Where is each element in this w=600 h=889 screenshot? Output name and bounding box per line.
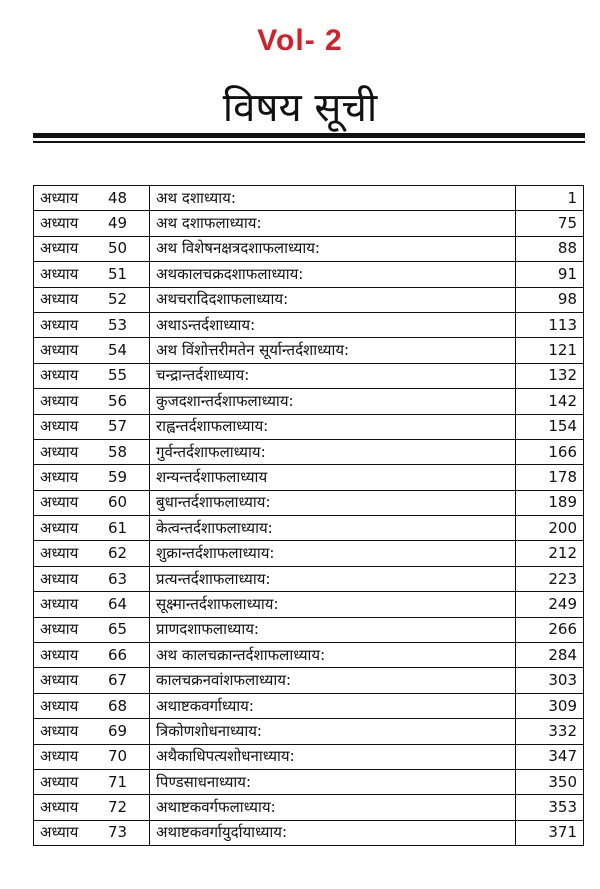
toc-row: [34, 541, 584, 566]
chapter-cell: [34, 186, 150, 211]
page-number: 142: [515, 389, 583, 414]
chapter-title: त्रिकोणशोधनाध्याय:: [150, 719, 516, 744]
toc-row: [34, 287, 584, 312]
chapter-cell: [34, 312, 150, 337]
chapter-cell: [34, 363, 150, 388]
chapter-number: 54: [108, 341, 128, 360]
chapter-word: अध्याय: [40, 442, 79, 461]
chapter-title: केत्वन्तर्दशाफलाध्याय:: [150, 516, 516, 541]
toc-row: [34, 389, 584, 414]
chapter-number: 64: [108, 594, 128, 613]
page-number: 98: [515, 287, 583, 312]
chapter-cell: [34, 262, 150, 287]
chapter-word: अध्याय: [40, 620, 79, 639]
toc-row: [34, 439, 584, 464]
chapter-word: अध्याय: [40, 239, 79, 258]
chapter-number: 53: [108, 315, 128, 334]
chapter-title: प्रत्यन्तर्दशाफलाध्याय:: [150, 566, 516, 591]
chapter-word: अध्याय: [40, 569, 79, 588]
chapter-title: कुजदशान्तर्दशाफलाध्याय:: [150, 389, 516, 414]
chapter-cell: [34, 592, 150, 617]
page-number: 284: [515, 643, 583, 668]
chapter-word: अध्याय: [40, 315, 79, 334]
page-number: 166: [515, 439, 583, 464]
chapter-cell: [34, 211, 150, 236]
chapter-cell: [34, 617, 150, 642]
chapter-number: 60: [108, 493, 128, 512]
chapter-title: गुर्वन्तर्दशाफलाध्याय:: [150, 439, 516, 464]
chapter-cell: [34, 338, 150, 363]
chapter-number: 49: [108, 214, 128, 233]
chapter-word: अध्याय: [40, 747, 79, 766]
page-number: 121: [515, 338, 583, 363]
toc-row: [34, 820, 584, 845]
chapter-number: 55: [108, 366, 128, 385]
chapter-word: अध्याय: [40, 467, 79, 486]
chapter-cell: [34, 566, 150, 591]
title-rule-thin: [33, 141, 585, 143]
title-rule-thick: [33, 133, 585, 138]
chapter-title: अथचरादिदशाफलाध्याय:: [150, 287, 516, 312]
toc-row: [34, 465, 584, 490]
chapter-number: 65: [108, 620, 128, 639]
page-number: 154: [515, 414, 583, 439]
chapter-number: 73: [108, 823, 128, 842]
volume-label: Vol- 2: [257, 24, 343, 57]
chapter-cell: [34, 414, 150, 439]
chapter-cell: [34, 490, 150, 515]
contents-table: [33, 185, 584, 846]
chapter-cell: [34, 820, 150, 845]
chapter-number: 56: [108, 391, 128, 410]
chapter-title: अथाष्टकवर्गायुर्दायाध्याय:: [150, 820, 516, 845]
page-number: 266: [515, 617, 583, 642]
toc-row: [34, 186, 584, 211]
toc-row: [34, 236, 584, 261]
toc-row: [34, 592, 584, 617]
page-title: विषय सूची: [222, 85, 378, 131]
page-number: 249: [515, 592, 583, 617]
chapter-title: अथ विंशोत्तरीमतेन सूर्यान्तर्दशाध्याय:: [150, 338, 516, 363]
chapter-number: 59: [108, 467, 128, 486]
toc-row: [34, 617, 584, 642]
page-number: 1: [515, 186, 583, 211]
page-number: 353: [515, 795, 583, 820]
chapter-title: अथाष्टकवर्गफलाध्याय:: [150, 795, 516, 820]
chapter-word: अध्याय: [40, 518, 79, 537]
chapter-cell: [34, 719, 150, 744]
toc-row: [34, 338, 584, 363]
chapter-word: अध्याय: [40, 417, 79, 436]
page-number: 178: [515, 465, 583, 490]
chapter-number: 67: [108, 671, 128, 690]
toc-row: [34, 795, 584, 820]
chapter-word: अध्याय: [40, 594, 79, 613]
chapter-title: अथ दशाफलाध्याय:: [150, 211, 516, 236]
toc-row: [34, 363, 584, 388]
chapter-title: अथाष्टकवर्गाध्याय:: [150, 693, 516, 718]
chapter-number: 72: [108, 798, 128, 817]
page-number: 332: [515, 719, 583, 744]
toc-row: [34, 693, 584, 718]
chapter-number: 48: [108, 188, 128, 207]
chapter-number: 61: [108, 518, 128, 537]
chapter-title: पिण्डसाधनाध्याय:: [150, 769, 516, 794]
chapter-title: अथैकाधिपत्यशोधनाध्याय:: [150, 744, 516, 769]
chapter-number: 57: [108, 417, 128, 436]
toc-row: [34, 566, 584, 591]
page-number: 200: [515, 516, 583, 541]
toc-row: [34, 769, 584, 794]
toc-row: [34, 312, 584, 337]
chapter-number: 70: [108, 747, 128, 766]
chapter-title: चन्द्रान्तर्दशाध्याय:: [150, 363, 516, 388]
chapter-cell: [34, 287, 150, 312]
chapter-number: 50: [108, 239, 128, 258]
chapter-word: अध्याय: [40, 798, 79, 817]
toc-row: [34, 490, 584, 515]
chapter-cell: [34, 668, 150, 693]
chapter-cell: [34, 439, 150, 464]
chapter-cell: [34, 236, 150, 261]
chapter-word: अध्याय: [40, 544, 79, 563]
page-number: 113: [515, 312, 583, 337]
chapter-cell: [34, 795, 150, 820]
page-number: 91: [515, 262, 583, 287]
chapter-title: अथ विशेषनक्षत्रदशाफलाध्याय:: [150, 236, 516, 261]
toc-row: [34, 211, 584, 236]
page-number: 189: [515, 490, 583, 515]
chapter-cell: [34, 516, 150, 541]
chapter-word: अध्याय: [40, 264, 79, 283]
chapter-number: 51: [108, 264, 128, 283]
chapter-word: अध्याय: [40, 671, 79, 690]
chapter-title: अथाऽन्तर्दशाध्याय:: [150, 312, 516, 337]
page-number: 303: [515, 668, 583, 693]
chapter-number: 66: [108, 645, 128, 664]
toc-row: [34, 643, 584, 668]
chapter-number: 58: [108, 442, 128, 461]
page-number: 212: [515, 541, 583, 566]
chapter-title: शन्यन्तर्दशाफलाध्याय: [150, 465, 516, 490]
chapter-word: अध्याय: [40, 366, 79, 385]
chapter-cell: [34, 744, 150, 769]
page-number: 75: [515, 211, 583, 236]
contents-table-body: [34, 186, 584, 846]
chapter-number: 71: [108, 772, 128, 791]
toc-row: [34, 744, 584, 769]
page-number: 350: [515, 769, 583, 794]
chapter-word: अध्याय: [40, 493, 79, 512]
chapter-cell: [34, 541, 150, 566]
chapter-word: अध्याय: [40, 214, 79, 233]
chapter-number: 69: [108, 721, 128, 740]
chapter-title: अथ कालचक्रान्तर्दशाफलाध्याय:: [150, 643, 516, 668]
chapter-word: अध्याय: [40, 188, 79, 207]
chapter-word: अध्याय: [40, 290, 79, 309]
chapter-number: 68: [108, 696, 128, 715]
chapter-number: 62: [108, 544, 128, 563]
chapter-title: राह्वन्तर्दशाफलाध्याय:: [150, 414, 516, 439]
toc-row: [34, 516, 584, 541]
page-number: 88: [515, 236, 583, 261]
chapter-title: सूक्ष्मान्तर्दशाफलाध्याय:: [150, 592, 516, 617]
chapter-number: 63: [108, 569, 128, 588]
toc-row: [34, 262, 584, 287]
chapter-title: अथ दशाध्याय:: [150, 186, 516, 211]
chapter-title: शुक्रान्तर्दशाफलाध्याय:: [150, 541, 516, 566]
toc-row: [34, 719, 584, 744]
page-number: 132: [515, 363, 583, 388]
toc-row: [34, 414, 584, 439]
chapter-title: कालचक्रनवांशफलाध्याय:: [150, 668, 516, 693]
chapter-word: अध्याय: [40, 721, 79, 740]
page-number: 371: [515, 820, 583, 845]
chapter-cell: [34, 389, 150, 414]
chapter-word: अध्याय: [40, 391, 79, 410]
page-number: 223: [515, 566, 583, 591]
chapter-word: अध्याय: [40, 823, 79, 842]
page-number: 309: [515, 693, 583, 718]
chapter-title: बुधान्तर्दशाफलाध्याय:: [150, 490, 516, 515]
toc-row: [34, 668, 584, 693]
chapter-cell: [34, 643, 150, 668]
chapter-title: अथकालचक्रदशाफलाध्याय:: [150, 262, 516, 287]
chapter-cell: [34, 769, 150, 794]
chapter-word: अध्याय: [40, 645, 79, 664]
chapter-number: 52: [108, 290, 128, 309]
chapter-word: अध्याय: [40, 772, 79, 791]
chapter-word: अध्याय: [40, 341, 79, 360]
chapter-cell: [34, 465, 150, 490]
chapter-word: अध्याय: [40, 696, 79, 715]
chapter-cell: [34, 693, 150, 718]
page-number: 347: [515, 744, 583, 769]
chapter-title: प्राणदशाफलाध्याय:: [150, 617, 516, 642]
